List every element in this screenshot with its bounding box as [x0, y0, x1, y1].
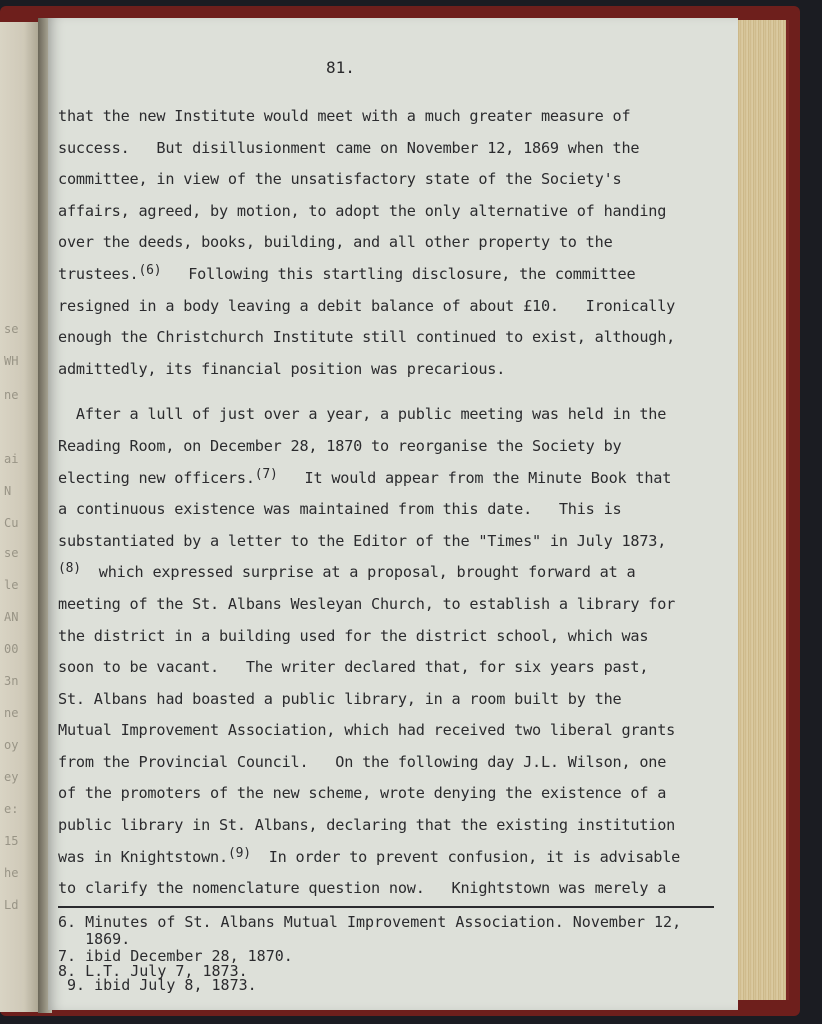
- left-page-fragment: 15: [4, 834, 19, 848]
- text-line: affairs, agreed, by motion, to adopt the only alternative of handing: [58, 201, 667, 220]
- left-page-fragment: ne: [4, 706, 19, 720]
- footnote-line: 6. Minutes of St. Albans Mutual Improvement Association. November 12,: [58, 913, 682, 931]
- footnote-line: 8. L.T. July 7, 1873.: [58, 962, 248, 980]
- text-line: Reading Room, on December 28, 1870 to reorganise the Society by: [58, 436, 622, 455]
- left-page-fragment: WH: [4, 354, 19, 368]
- text-line: admittedly, its financial position was precarious.: [58, 359, 506, 378]
- body-text: [58, 101, 718, 905]
- text-segment: was in Knightstown.: [58, 847, 228, 866]
- text-line: substantiated by a letter to the Editor of the "Times" in July 1873,: [58, 531, 667, 550]
- page-number: 81.: [326, 58, 355, 77]
- text-segment: It would appear from the Minute Book that: [304, 468, 672, 487]
- left-page-fragment: se: [4, 322, 19, 336]
- left-page-fragment: ey: [4, 770, 19, 784]
- text-line: Mutual Improvement Association, which had received two liberal grants: [58, 721, 676, 740]
- footnote-marker-8: (8): [58, 561, 81, 577]
- text-line: [58, 259, 718, 291]
- text-line: over the deeds, books, building, and all other property to the: [58, 233, 613, 252]
- text-line: enough the Christchurch Institute still continued to exist, although,: [58, 328, 676, 347]
- left-page-fragment: Cu: [4, 516, 19, 530]
- text-line: success. But disillusionment came on November 12, 1869 when the: [58, 138, 640, 157]
- footnote-divider: [58, 906, 714, 908]
- text-line: [58, 557, 718, 589]
- text-line: [58, 463, 718, 495]
- text-line: [58, 842, 718, 874]
- text-segment: After a lull of just over a year, a public meeting was held in the: [75, 405, 667, 424]
- footnote-marker-7: (7): [254, 466, 278, 482]
- left-page-fragment: se: [4, 546, 19, 560]
- footnote-marker-6: (6): [138, 262, 162, 278]
- left-page-fragment: he: [4, 866, 19, 880]
- footnote-line: 9. ibid July 8, 1873.: [58, 976, 257, 994]
- text-line: of the promoters of the new scheme, wrote denying the existence of a: [58, 784, 667, 803]
- text-line: [58, 399, 718, 431]
- left-page-fragment: Ld: [4, 898, 19, 912]
- left-page-fragment: 00: [4, 642, 19, 656]
- text-line: committee, in view of the unsatisfactory state of the Society's: [58, 170, 622, 189]
- text-line: to clarify the nomenclature question now. Knightstown was merely a: [58, 879, 667, 898]
- left-page-fragment: e:: [4, 802, 19, 816]
- text-line: the district in a building used for the district school, which was: [58, 626, 649, 645]
- text-segment: electing new officers.: [58, 468, 255, 487]
- text-line: meeting of the St. Albans Wesleyan Church, to establish a library for: [58, 594, 676, 613]
- left-page-fragment: ai: [4, 452, 19, 466]
- footnote-line: 1869.: [58, 930, 131, 948]
- text-line: resigned in a body leaving a debit balance of about £10. Ironically: [58, 296, 676, 315]
- text-line: St. Albans had boasted a public library, in a room built by the: [58, 689, 622, 708]
- left-page-fragment: 3n: [4, 674, 19, 688]
- left-page-fragment: oy: [4, 738, 19, 752]
- text-line: from the Provincial Council. On the following day J.L. Wilson, one: [58, 752, 667, 771]
- left-page-edge: [0, 22, 40, 1012]
- text-line: soon to be vacant. The writer declared that, for six years past,: [58, 658, 649, 677]
- text-segment: Following this startling disclosure, the committee: [188, 264, 636, 283]
- text-segment: In order to prevent confusion, it is advisable: [268, 847, 681, 866]
- text-line: public library in St. Albans, declaring that the existing institution: [58, 816, 676, 835]
- left-page-fragment: ne: [4, 388, 19, 402]
- text-segment: which expressed surprise at a proposal, brought forward at a: [98, 563, 636, 582]
- text-segment: trustees.: [58, 264, 139, 283]
- left-page-fragment: AN: [4, 610, 19, 624]
- left-page-fragment: N: [4, 484, 12, 498]
- text-line: that the new Institute would meet with a much greater measure of: [58, 107, 631, 125]
- footnote-line: 7. ibid December 28, 1870.: [58, 947, 293, 965]
- left-page-fragment: le: [4, 578, 19, 592]
- text-line: a continuous existence was maintained from this date. This is: [58, 500, 622, 519]
- footnotes: [58, 914, 720, 994]
- footnote-marker-9: (9): [227, 845, 251, 861]
